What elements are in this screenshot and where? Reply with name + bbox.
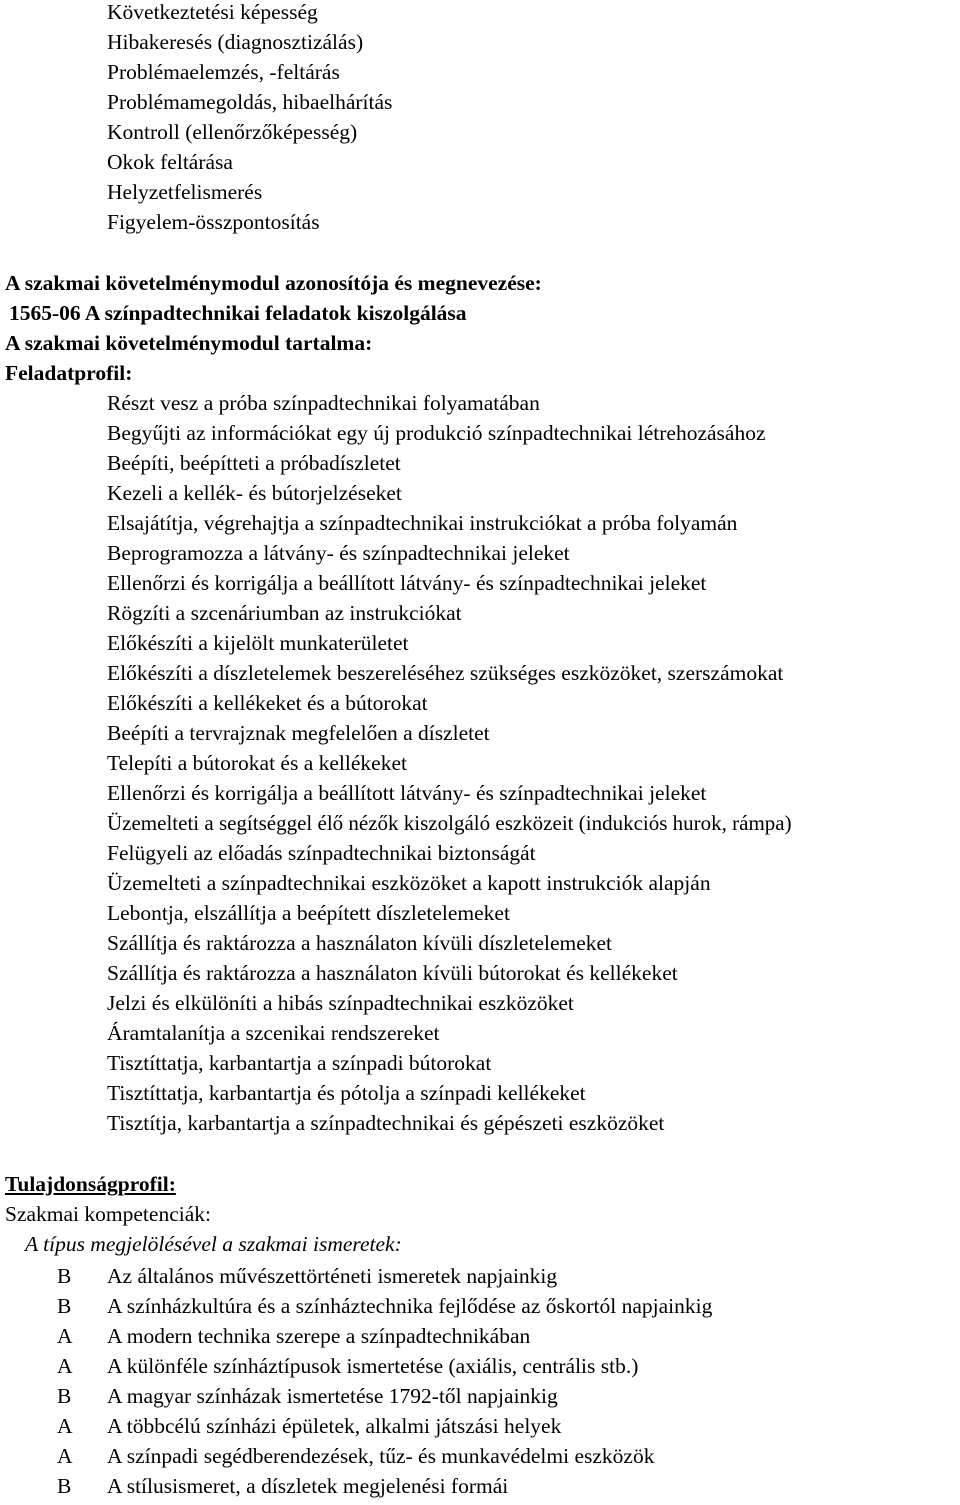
task-item: Lebontja, elszállítja a beépített díszletelemeket xyxy=(107,901,510,925)
knowledge-text: A modern technika szerepe a színpadtechnikában xyxy=(107,1324,531,1348)
task-item: Ellenőrzi és korrigálja a beállított látvány- és színpadtechnikai jeleket xyxy=(107,571,707,595)
module-content-heading: A szakmai követelménymodul tartalma: xyxy=(5,331,373,355)
knowledge-text: A magyar színházak ismertetése 1792-től napjainkig xyxy=(107,1384,558,1408)
knowledge-type: A xyxy=(57,1324,73,1348)
task-item: Telepíti a bútorokat és a kellékeket xyxy=(107,751,407,775)
task-item: Szállítja és raktározza a használaton kívüli díszletelemeket xyxy=(107,931,613,955)
task-item: Előkészíti a kellékeket és a bútorokat xyxy=(107,691,428,715)
skill-item: Problémamegoldás, hibaelhárítás xyxy=(107,90,393,114)
task-item: Szállítja és raktározza a használaton kívüli bútorokat és kellékeket xyxy=(107,961,678,985)
skill-item: Hibakeresés (diagnosztizálás) xyxy=(107,30,364,54)
knowledge-row xyxy=(0,1471,960,1501)
knowledge-row xyxy=(0,1321,960,1351)
knowledge-row xyxy=(0,1291,960,1321)
knowledge-row xyxy=(0,1351,960,1381)
task-item: Begyűjti az információkat egy új produkció színpadtechnikai létrehozásához xyxy=(107,421,766,445)
type-note: A típus megjelölésével a szakmai ismeretek: xyxy=(25,1232,402,1256)
skill-item: Figyelem-összpontosítás xyxy=(107,210,320,234)
task-item: Előkészíti a kijelölt munkaterületet xyxy=(107,631,409,655)
skill-item: Problémaelemzés, -feltárás xyxy=(107,60,340,84)
module-id-value: 1565-06 A színpadtechnikai feladatok kiszolgálása xyxy=(9,301,467,325)
knowledge-text: A színpadi segédberendezések, tűz- és munkavédelmi eszközök xyxy=(107,1444,655,1468)
task-item: Beépíti a tervrajznak megfelelően a díszletet xyxy=(107,721,490,745)
skill-item: Kontroll (ellenőrzőképesség) xyxy=(107,120,358,144)
knowledge-type: B xyxy=(57,1384,72,1408)
task-profile-heading: Feladatprofil: xyxy=(5,361,133,385)
task-item: Tisztítja, karbantartja a színpadtechnikai és gépészeti eszközöket xyxy=(107,1111,665,1135)
competencies-label: Szakmai kompetenciák: xyxy=(5,1202,211,1226)
task-item: Üzemelteti a színpadtechnikai eszközöket a kapott instrukciók alapján xyxy=(107,871,711,895)
knowledge-text: A stílusismeret, a díszletek megjelenési formái xyxy=(107,1474,509,1498)
knowledge-type: A xyxy=(57,1414,73,1438)
skill-item: Okok feltárása xyxy=(107,150,233,174)
knowledge-type: B xyxy=(57,1474,72,1498)
task-item: Áramtalanítja a szcenikai rendszereket xyxy=(107,1021,440,1045)
task-item: Jelzi és elkülöníti a hibás színpadtechnikai eszközöket xyxy=(107,991,574,1015)
knowledge-text: A különféle színháztípusok ismertetése (axiális, centrális stb.) xyxy=(107,1354,639,1378)
task-item: Részt vesz a próba színpadtechnikai folyamatában xyxy=(107,391,540,415)
task-item: Rögzíti a szcenáriumban az instrukciókat xyxy=(107,601,462,625)
property-profile-heading: Tulajdonságprofil: xyxy=(5,1172,176,1196)
module-id-heading: A szakmai követelménymodul azonosítója és megnevezése: xyxy=(5,271,542,295)
task-item: Ellenőrzi és korrigálja a beállított látvány- és színpadtechnikai jeleket xyxy=(107,781,707,805)
knowledge-row xyxy=(0,1441,960,1471)
knowledge-row xyxy=(0,1411,960,1441)
knowledge-type: A xyxy=(57,1354,73,1378)
knowledge-type: A xyxy=(57,1444,73,1468)
knowledge-text: Az általános művészettörténeti ismeretek napjainkig xyxy=(107,1264,558,1288)
knowledge-text: A színházkultúra és a színháztechnika fejlődése az őskortól napjainkig xyxy=(107,1294,713,1318)
knowledge-text: A többcélú színházi épületek, alkalmi játszási helyek xyxy=(107,1414,562,1438)
knowledge-row xyxy=(0,1381,960,1411)
task-item: Tisztíttatja, karbantartja a színpadi bútorokat xyxy=(107,1051,492,1075)
skill-item: Helyzetfelismerés xyxy=(107,180,263,204)
task-item: Üzemelteti a segítséggel élő nézők kiszolgáló eszközeit (indukciós hurok, rámpa) xyxy=(107,811,792,835)
task-item: Elsajátítja, végrehajtja a színpadtechnikai instrukciókat a próba folyamán xyxy=(107,511,738,535)
task-item: Kezeli a kellék- és bútorjelzéseket xyxy=(107,481,402,505)
skill-item: Következtetési képesség xyxy=(107,0,318,24)
task-item: Felügyeli az előadás színpadtechnikai biztonságát xyxy=(107,841,536,865)
task-item: Tisztíttatja, karbantartja és pótolja a színpadi kellékeket xyxy=(107,1081,586,1105)
task-item: Előkészíti a díszletelemek beszereléséhez szükséges eszközöket, szerszámokat xyxy=(107,661,784,685)
knowledge-type: B xyxy=(57,1264,72,1288)
task-item: Beprogramozza a látvány- és színpadtechnikai jeleket xyxy=(107,541,570,565)
knowledge-row xyxy=(0,1261,960,1291)
task-item: Beépíti, beépítteti a próbadíszletet xyxy=(107,451,401,475)
knowledge-type: B xyxy=(57,1294,72,1318)
